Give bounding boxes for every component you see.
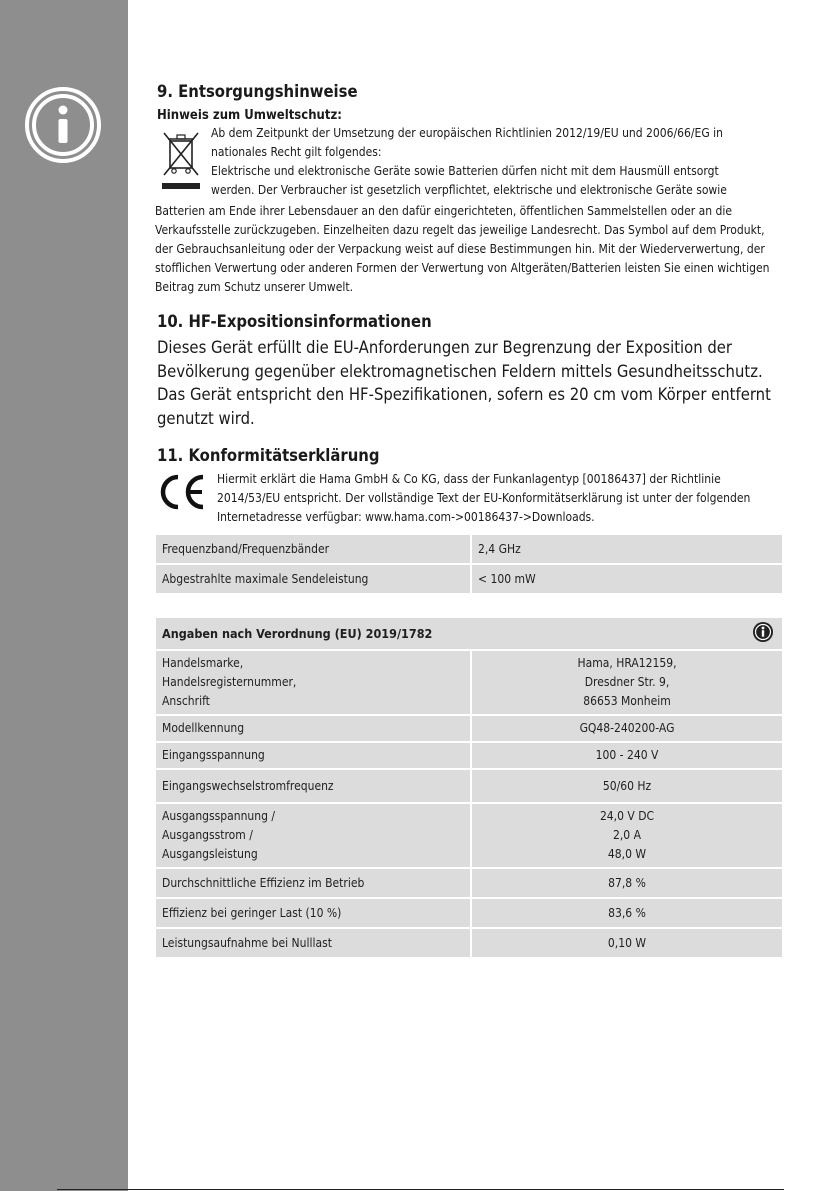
value-line: 2,0 A: [613, 828, 641, 842]
label-line: Ausgangsspannung /: [162, 809, 276, 823]
power-value: < 100 mW: [472, 565, 782, 593]
label-line: Anschrift: [162, 694, 210, 708]
manufacturer-label: [156, 651, 470, 714]
row-label: Eingangswechselstromfrequenz: [156, 770, 470, 802]
row-value: GQ48-240200-AG: [472, 716, 782, 741]
row-label: Modellkennung: [156, 716, 470, 741]
output-value: [472, 804, 782, 867]
label-line: Ausgangsleistung: [162, 847, 258, 861]
value-line: 24,0 V DC: [599, 809, 655, 823]
row-value: 0,10 W: [472, 929, 782, 957]
weee-line-2: nationales Recht gilt folgendes:: [211, 145, 382, 159]
table-row: [156, 651, 782, 714]
table-row: [156, 899, 782, 927]
table-row: [156, 535, 782, 563]
weee-rest-text: Batterien am Ende ihrer Lebensdauer an den dafür eingerichteten, öffentlichen Sammelstellen oder an die Verkaufsstelle zurückzugeben. Einzelheiten dazu regelt das jeweilige Landesrecht. Das Symbol auf dem Produkt, der Gebrauchsanleitung oder der Verpackung weist auf diese Bestimmungen hin. Mit der Wiederverwertung, der stofflichen Verwertung oder anderen Formen der Verwertung von Altgeräten/Batterien leisten Sie einen wichtigen Beitrag zum Schutz unserer Umwelt.: [155, 204, 770, 294]
ce-mark-icon: [157, 472, 207, 512]
freq-label: Frequenzband/Frequenzbänder: [156, 535, 470, 563]
hf-paragraph-1: Dieses Gerät erfüllt die EU-Anforderungen zur Begrenzung der Exposition der Bevölkerung gegenüber elektromagnetischen Feldern mittels Gesundheitsschutz.: [157, 338, 763, 381]
output-label: [156, 804, 470, 867]
table-row: [156, 929, 782, 957]
table-row: [156, 565, 782, 593]
regulation-table: [154, 616, 784, 959]
info-icon: [24, 86, 102, 164]
section9-title: 9. Entsorgungshinweise: [157, 82, 358, 101]
weee-line-3: Elektrische und elektronische Geräte sowie Batterien dürfen nicht mit dem Hausmüll entsorgt: [211, 164, 719, 178]
row-value: 83,6 %: [472, 899, 782, 927]
footer-divider: [57, 1189, 784, 1190]
row-label: Effizienz bei geringer Last (10 %): [156, 899, 470, 927]
table-row: [156, 869, 782, 897]
row-label: Eingangsspannung: [156, 743, 470, 768]
sidebar: [0, 0, 128, 1191]
section11-title: 11. Konformitätserklärung: [157, 446, 380, 465]
value-line: Hama, HRA12159,: [577, 656, 677, 670]
manufacturer-value: [472, 651, 782, 714]
weee-line-4: werden. Der Verbraucher ist gesetzlich verpflichtet, elektrische und elektronische Geräte sowie: [211, 183, 727, 197]
label-line: Handelsregisternummer,: [162, 675, 297, 689]
hf-paragraph-2: Das Gerät entspricht den HF-Spezifikationen, sofern es 20 cm vom Körper entfernt genutzt wird.: [157, 385, 771, 428]
regulation-header-text: Angaben nach Verordnung (EU) 2019/1782: [162, 626, 433, 641]
label-line: Handelsmarke,: [162, 656, 244, 670]
table-header-row: [156, 618, 782, 649]
value-line: Dresdner Str. 9,: [584, 675, 670, 689]
regulation-header: [156, 618, 782, 649]
weee-bin-icon: [160, 129, 202, 191]
table-row: [156, 716, 782, 741]
table-row: [156, 743, 782, 768]
weee-line-1: Ab dem Zeitpunkt der Umsetzung der europäischen Richtlinien 2012/19/EU und 2006/66/EG in: [211, 126, 723, 140]
conformity-text: Hiermit erklärt die Hama GmbH & Co KG, dass der Funkanlagentyp [00186437] der Richtlinie 2014/53/EU entspricht. Der vollständige Text der EU-Konformitätserklärung ist unter der folgenden Internetadresse verfügbar: www.hama.com->00186437->Downloads.: [217, 472, 751, 524]
table-row: [156, 770, 782, 802]
row-label: Leistungsaufnahme bei Nulllast: [156, 929, 470, 957]
row-value: 50/60 Hz: [472, 770, 782, 802]
row-label: Durchschnittliche Effizienz im Betrieb: [156, 869, 470, 897]
table-row: [156, 804, 782, 867]
freq-value: 2,4 GHz: [472, 535, 782, 563]
row-value: 100 - 240 V: [472, 743, 782, 768]
power-label: Abgestrahlte maximale Sendeleistung: [156, 565, 470, 593]
hf-body: [157, 336, 787, 430]
row-value: 87,8 %: [472, 869, 782, 897]
section10-title: 10. HF-Expositionsinformationen: [157, 312, 432, 331]
section9-subtitle: Hinweis zum Umweltschutz:: [157, 108, 342, 123]
value-line: 48,0 W: [607, 847, 647, 861]
value-line: 86653 Monheim: [583, 694, 671, 708]
frequency-table: [154, 533, 784, 595]
label-line: Ausgangsstrom /: [162, 828, 253, 842]
info-icon: [752, 621, 774, 643]
weee-text: [211, 124, 783, 200]
